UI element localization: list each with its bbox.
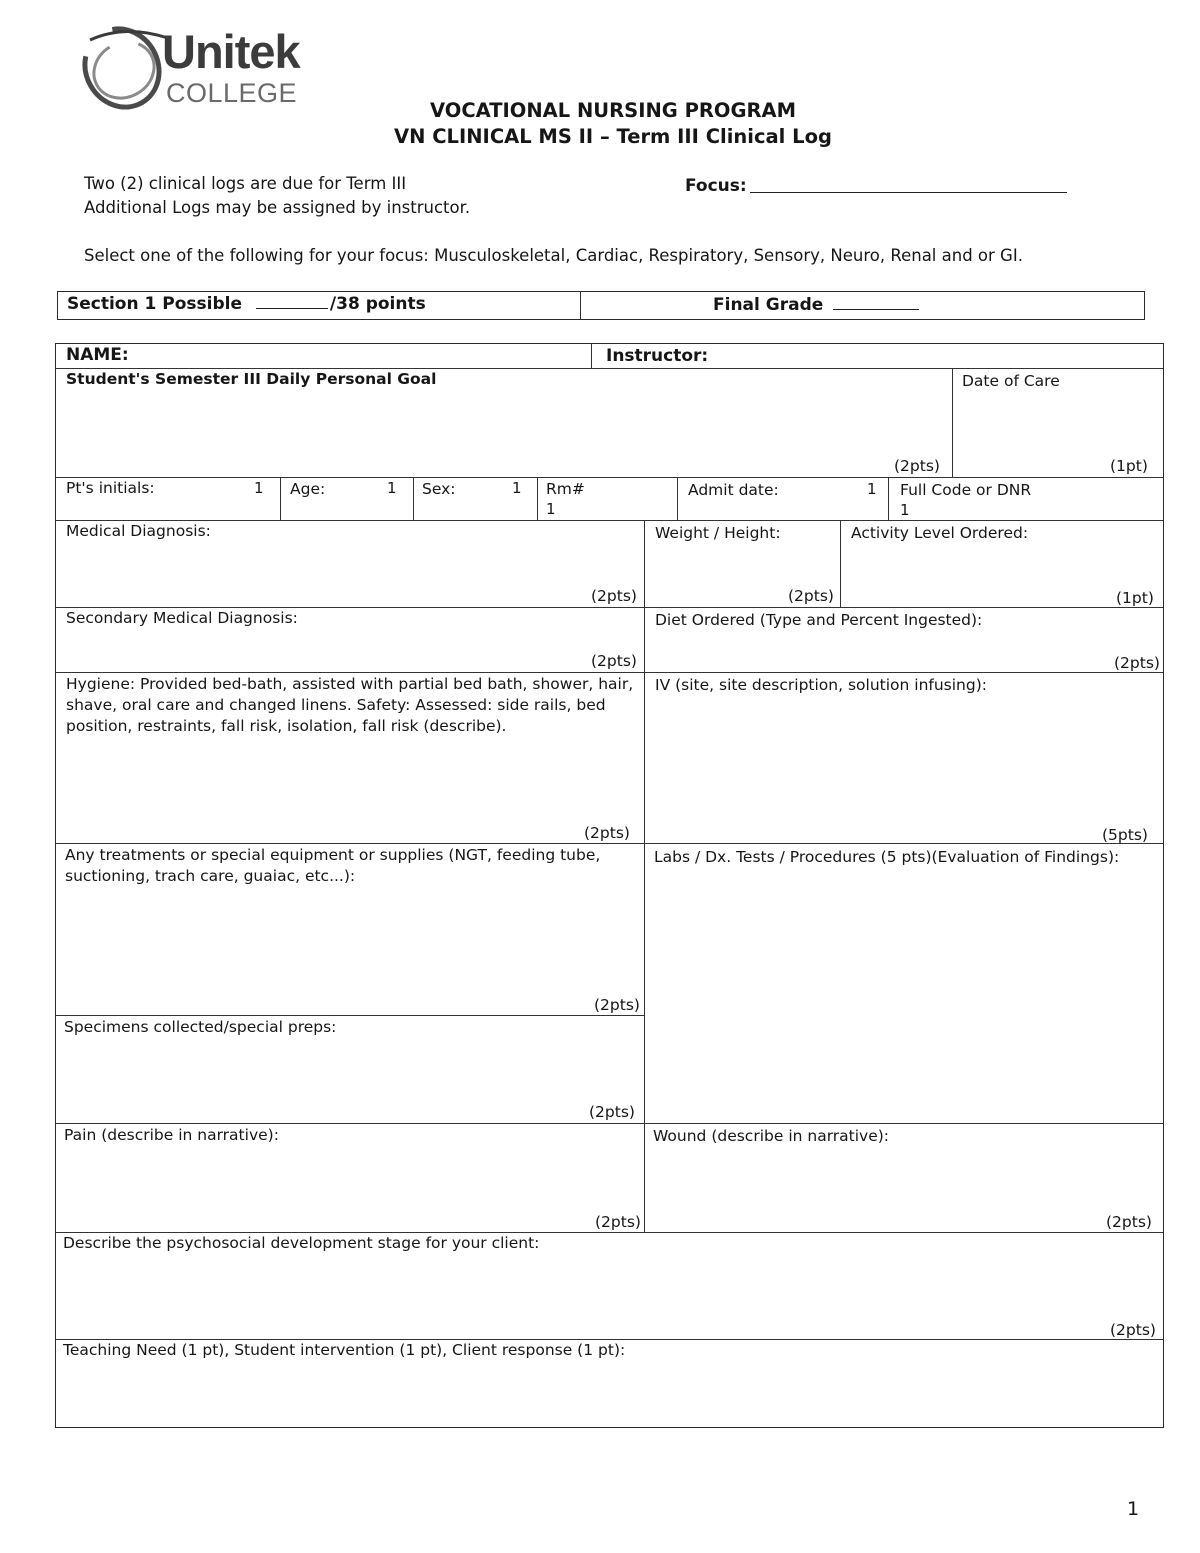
labs-tests-label: Labs / Dx. Tests / Procedures (5 pts)(Evaluation of Findings): (654, 848, 1120, 866)
page-number: 1 (1127, 1498, 1140, 1520)
section-score-field[interactable] (256, 293, 328, 309)
center-divider (644, 521, 645, 1233)
teaching-need-label: Teaching Need (1 pt), Student intervention (1 pt), Client response (1 pt): (63, 1341, 626, 1359)
points-label: /38 points (329, 294, 426, 314)
intro-line-1: Two (2) clinical logs are due for Term III (84, 174, 407, 193)
personal-goal-label: Student's Semester III Daily Personal Goal (66, 370, 437, 388)
wound-points: (2pts) (1106, 1213, 1152, 1231)
weight-height-label: Weight / Height: (655, 524, 781, 542)
row-line (56, 843, 1163, 844)
treatments-text: Any treatments or special equipment or supplies (NGT, feeding tube, suctioning, trach care, guaiac, etc...): (65, 846, 601, 885)
pt-initials-label: Pt's initials: (66, 479, 155, 497)
date-points: (1pt) (1110, 457, 1148, 475)
room-label: Rm# (546, 480, 585, 498)
row-line (56, 1015, 644, 1016)
admit-date-label: Admit date: (688, 481, 779, 499)
psychosocial-points: (2pts) (1110, 1321, 1156, 1339)
sex-label: Sex: (422, 480, 456, 498)
pain-label: Pain (describe in narrative): (64, 1126, 279, 1144)
diet-ordered-label: Diet Ordered (Type and Percent Ingested): (655, 611, 983, 629)
row-line (56, 672, 1163, 673)
logo-wordmark: Unitek (162, 25, 300, 78)
final-grade-label: Final Grade (713, 295, 824, 315)
row-line (56, 477, 1163, 478)
sex-points: 1 (512, 479, 522, 497)
medical-diagnosis-label: Medical Diagnosis: (66, 522, 211, 540)
specimens-label: Specimens collected/special preps: (64, 1018, 337, 1036)
iv-points: (5pts) (1102, 826, 1148, 844)
instructor-label: Instructor: (606, 346, 709, 366)
intro-line-2: Additional Logs may be assigned by instructor. (84, 198, 471, 217)
col-divider (280, 478, 281, 520)
log-title: VN CLINICAL MS II – Term III Clinical Log (394, 125, 832, 148)
weight-height-points: (2pts) (788, 587, 834, 605)
treatments-points: (2pts) (594, 996, 640, 1014)
col-divider (677, 478, 678, 520)
col-divider (537, 478, 538, 520)
logo-subtitle: COLLEGE (166, 78, 298, 108)
diet-ordered-points: (2pts) (1114, 654, 1160, 672)
section-label: Section 1 Possible (67, 294, 242, 314)
focus-options-text: Select one of the following for your focus: Musculoskeletal, Cardiac, Respiratory, Sensory, Neuro, Renal and or GI. (84, 246, 1023, 265)
final-grade (713, 294, 919, 316)
final-grade-field[interactable] (833, 294, 919, 310)
activity-divider (840, 521, 841, 607)
pt-initials-points: 1 (254, 479, 264, 497)
secondary-diagnosis-label: Secondary Medical Diagnosis: (66, 609, 298, 627)
goal-points: (2pts) (894, 457, 940, 475)
specimens-points: (2pts) (589, 1103, 635, 1121)
hygiene-points: (2pts) (584, 824, 630, 842)
room-points: 1 (546, 500, 556, 518)
wound-label: Wound (describe in narrative): (653, 1127, 890, 1145)
date-of-care-label: Date of Care (962, 372, 1060, 390)
col-divider (888, 478, 889, 520)
hygiene-safety-text: Hygiene: Provided bed-bath, assisted with partial bed bath, shower, hair, shave, oral care and changed linens. Safety: Assessed: side rails, bed position, restraints, fall risk, isolation, fall risk (describe). (66, 675, 634, 735)
date-divider (952, 369, 953, 477)
activity-level-points: (1pt) (1116, 589, 1154, 607)
admit-date-points: 1 (867, 480, 877, 498)
name-divider (591, 344, 592, 368)
iv-label: IV (site, site description, solution infusing): (655, 676, 987, 694)
name-label: NAME: (66, 345, 129, 365)
focus-field[interactable] (750, 192, 1067, 193)
col-divider (413, 478, 414, 520)
code-status-points: 1 (900, 501, 910, 519)
pain-points: (2pts) (595, 1213, 641, 1231)
grade-box-divider (580, 292, 581, 319)
program-title: VOCATIONAL NURSING PROGRAM (430, 99, 796, 122)
activity-level-label: Activity Level Ordered: (851, 524, 1029, 542)
age-points: 1 (387, 479, 397, 497)
code-status-label: Full Code or DNR (900, 481, 1032, 499)
row-line (56, 1123, 1163, 1124)
psychosocial-label: Describe the psychosocial development stage for your client: (63, 1234, 540, 1252)
focus-label: Focus: (685, 176, 747, 196)
age-label: Age: (290, 480, 326, 498)
row-line (56, 520, 1163, 521)
section-possible (67, 293, 426, 315)
medical-diagnosis-points: (2pts) (591, 587, 637, 605)
secondary-diagnosis-points: (2pts) (591, 652, 637, 670)
